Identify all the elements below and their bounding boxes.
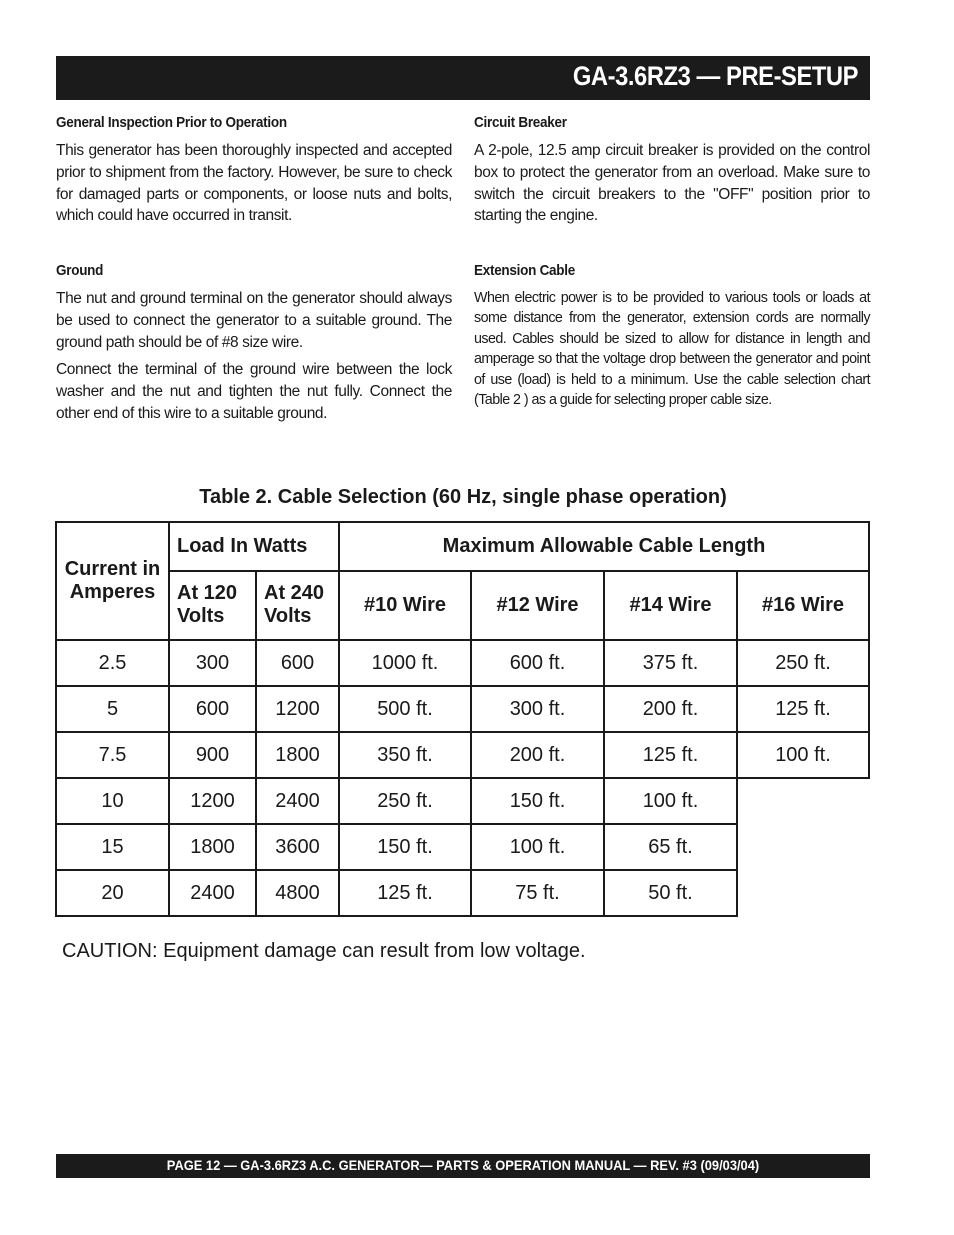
table-row bbox=[56, 870, 869, 916]
page-title: GA-3.6RZ3 — PRE-SETUP bbox=[572, 61, 858, 91]
table-cell: 125 ft. bbox=[737, 686, 869, 732]
table-cell: 4800 bbox=[256, 870, 339, 916]
table-cell: 200 ft. bbox=[604, 686, 737, 732]
header-at-120-volts: At 120 Volts bbox=[169, 571, 256, 640]
table-cell: 5 bbox=[56, 686, 169, 732]
section-heading: Ground bbox=[56, 262, 104, 279]
section-paragraph: When electric power is to be provided to various tools or loads at some distance from the generator, extension cords are normally used. Cables should be sized to allow for distance in length and amperage so that the voltage drop between the generator and point of use (load) is held to a minimum. Use the cable selection chart (Table 2 ) as a guide for selecting proper cable size. bbox=[474, 290, 870, 409]
cable-selection-table bbox=[55, 521, 870, 917]
table-cell: 2.5 bbox=[56, 640, 169, 686]
table-cell: 125 ft. bbox=[604, 732, 737, 778]
table-cell: 100 ft. bbox=[471, 824, 604, 870]
table-cell: 100 ft. bbox=[737, 732, 869, 778]
table-cell: 65 ft. bbox=[604, 824, 737, 870]
table-row bbox=[56, 732, 869, 778]
table-cell: 100 ft. bbox=[604, 778, 737, 824]
section-paragraph: Connect the terminal of the ground wire between the lock washer and the nut and tighten the nut fully. Connect the other end of this wire to a suitable ground. bbox=[56, 361, 452, 422]
header-load-watts: Load In Watts bbox=[169, 522, 339, 571]
header-12-wire: #12 Wire bbox=[471, 571, 604, 640]
table-cell: 500 ft. bbox=[339, 686, 471, 732]
table-cell: 75 ft. bbox=[471, 870, 604, 916]
header-current-amperes: Current in Amperes bbox=[56, 522, 169, 640]
section-extension-cable bbox=[474, 262, 870, 416]
table-cell: 250 ft. bbox=[737, 640, 869, 686]
footer-bar bbox=[56, 1154, 870, 1178]
section-paragraph: This generator has been thoroughly inspected and accepted prior to shipment from the factory. However, be sure to check for damaged parts or components, or loose nuts and bolts, which could have occurred in transit. bbox=[56, 142, 452, 225]
table-cell: 15 bbox=[56, 824, 169, 870]
caution-note: CAUTION: Equipment damage can result from low voltage. bbox=[62, 940, 586, 962]
table-row bbox=[56, 778, 869, 824]
table-cell: 300 bbox=[169, 640, 256, 686]
table-cell: 20 bbox=[56, 870, 169, 916]
empty-cell bbox=[737, 778, 869, 824]
table-row bbox=[56, 824, 869, 870]
table-cell: 3600 bbox=[256, 824, 339, 870]
header-10-wire: #10 Wire bbox=[339, 571, 471, 640]
header-bar bbox=[56, 56, 870, 100]
section-heading: Extension Cable bbox=[474, 262, 575, 279]
table-row bbox=[56, 686, 869, 732]
table-cell: 2400 bbox=[256, 778, 339, 824]
section-heading: Circuit Breaker bbox=[474, 114, 567, 131]
section-heading: General Inspection Prior to Operation bbox=[56, 114, 287, 131]
empty-cell bbox=[737, 870, 869, 916]
header-14-wire: #14 Wire bbox=[604, 571, 737, 640]
table-cell: 600 bbox=[169, 686, 256, 732]
table-cell: 125 ft. bbox=[339, 870, 471, 916]
table-cell: 150 ft. bbox=[339, 824, 471, 870]
table-cell: 250 ft. bbox=[339, 778, 471, 824]
section-general-inspection bbox=[56, 114, 452, 233]
table-cell: 600 ft. bbox=[471, 640, 604, 686]
table-cell: 10 bbox=[56, 778, 169, 824]
table-title: Table 2. Cable Selection (60 Hz, single phase operation) bbox=[199, 486, 727, 508]
table-cell: 200 ft. bbox=[471, 732, 604, 778]
header-max-cable-length: Maximum Allowable Cable Length bbox=[339, 522, 869, 571]
footer-text: PAGE 12 — GA-3.6RZ3 A.C. GENERATOR— PARTS & OPERATION MANUAL — REV. #3 (09/03/04) bbox=[166, 1157, 760, 1173]
table-cell: 1200 bbox=[256, 686, 339, 732]
table-cell: 300 ft. bbox=[471, 686, 604, 732]
table-cell: 50 ft. bbox=[604, 870, 737, 916]
empty-cell bbox=[737, 824, 869, 870]
section-circuit-breaker bbox=[474, 114, 870, 233]
table-cell: 600 bbox=[256, 640, 339, 686]
table-cell: 1000 ft. bbox=[339, 640, 471, 686]
table-cell: 2400 bbox=[169, 870, 256, 916]
table-cell: 1800 bbox=[256, 732, 339, 778]
table-cell: 1200 bbox=[169, 778, 256, 824]
table-cell: 7.5 bbox=[56, 732, 169, 778]
table-cell: 1800 bbox=[169, 824, 256, 870]
table-row bbox=[56, 640, 869, 686]
header-16-wire: #16 Wire bbox=[737, 571, 869, 640]
table-cell: 375 ft. bbox=[604, 640, 737, 686]
table-cell: 900 bbox=[169, 732, 256, 778]
header-at-240-volts: At 240 Volts bbox=[256, 571, 339, 640]
table-cell: 150 ft. bbox=[471, 778, 604, 824]
table-cell: 350 ft. bbox=[339, 732, 471, 778]
section-ground bbox=[56, 262, 452, 431]
section-paragraph: The nut and ground terminal on the generator should always be used to connect the generator to a suitable ground. The ground path should be of #8 size wire. bbox=[56, 290, 452, 351]
section-paragraph: A 2-pole, 12.5 amp circuit breaker is provided on the control box to protect the generator from an overload. Make sure to switch the circuit breakers to the "OFF" position prior to starting the engine. bbox=[474, 142, 870, 225]
